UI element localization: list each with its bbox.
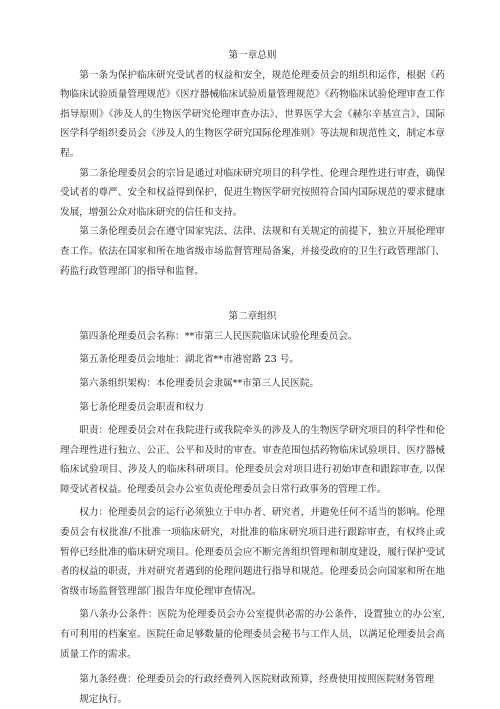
article-9-line-2: 规定执行。 [79, 693, 128, 705]
chapter-2-title: 第二章组织 [228, 311, 277, 323]
document-body [60, 46, 445, 709]
article-5: 第五条伦理委员会地址：湖北省**市港窑路 23 号。 [79, 354, 299, 366]
article-4: 第四条伦理委员会名称：**市第三人民医院临床试验伦理委员会。 [79, 330, 358, 342]
chapter-1-title: 第一章总则 [228, 50, 277, 61]
article-3: 第三条伦理委员会在遵守国家宪法、法律、法规和有关规定的前提下，独立开展伦理审查工作。依法在国家和所在地省级市场监督管理局备案，并接受政府的卫生行政管理部门、药监行政管理部门的指导和监督。 [60, 226, 445, 277]
article-7-powers: 权力：伦理委员会的运行必须独立于申办者、研究者，并避免任何不适当的影响。伦理委员会有权批准/不批准一项临床研究，对批准的临床研究项目进行跟踪审查，有权终止或暂停已经批准的临床研究项目。伦理委员会应不断完善组织管理和制度建设，履行保护受试者的权益的职责，并对研究者遇到的伦理问题进行指导和规范。伦理委员会向国家和所在地省级市场监督管理部门报告年度伦理审查情况。 [60, 507, 445, 597]
article-1: 第一条为保护临床研究受试者的权益和安全，规范伦理委员会的组织和运作，根据《药物临床试验质量管理规范》《医疗器械临床试验质量管理规范》《药物临床试验伦理审查工作指导原则》《涉及人的生物医学研究伦理审查办法》、世界医学大会《赫尔辛基宣言》、国际医学科学组织委员会《涉及人的生物医学研究国际伦理准则》等法规和规范性文，制定本章程。 [60, 69, 445, 159]
article-7: 第七条伦理委员会职责和权力 [79, 401, 204, 413]
article-9 [60, 670, 445, 709]
article-6: 第六条组织架构：本伦理委员会隶属**市第三人民医院。 [79, 377, 320, 389]
article-7-duties: 职责：伦理委员会对在我院进行或我院牵头的涉及人的生物医学研究项目的科学性和伦理合理性进行独立、公正、公平和及时的审查。审查范围包括药物临床试验项目、医疗器械临床试验项目、涉及人的临床科研项目。伦理委员会对项目进行初始审查和跟踪审查, 以保障受试者权益。伦理委员会办公室负责伦理委员会日常行政事务的管理工作。 [60, 425, 445, 495]
article-2: 第二条伦理委员会的宗旨是通过对临床研究项目的科学性、伦理合理性进行审查，确保受试者的尊严、安全和权益得到保护，促进生物医学研究按照符合国内国际规范的要求健康发展，增强公众对临床研究的信任和支持。 [60, 167, 445, 218]
article-8: 第八条办公条件：医院为伦理委员会办公室提供必需的办公条件，设置独立的办公室, 有可利用的档案室。医院任命足够数量的伦理委员会秘书与工作人员，以满足伦理委员会高质量工作的需求。 [60, 609, 445, 660]
article-9-line-1: 第九条经费：伦理委员会的行政经费列入医院财政预算，经费使用按照医院财务管理 [79, 674, 435, 686]
